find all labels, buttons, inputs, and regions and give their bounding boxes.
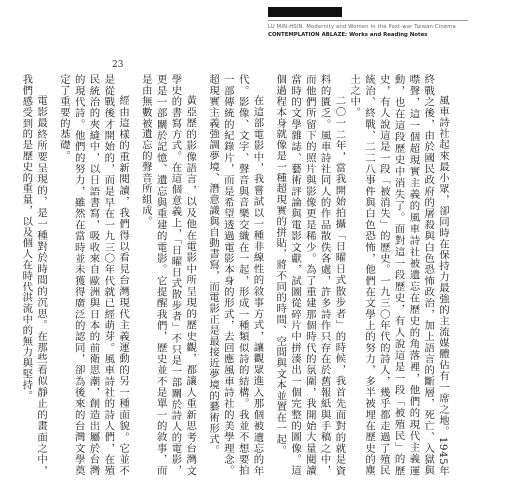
body-text: [20, 74, 450, 476]
paragraph-4: 黃亞歷的影像語言，以及他在電影中所呈現的歷史觀，都讓人重新思考台灣文學史的書寫方式。在這個意義上，「日曜日式散步者」不只是一部關於詩人的電影，更是一部關於記憶、遺忘與重建的電影。它提醒我們，歷史並不是單一的敘事，而是由無數被遺忘的聲音所組成。: [139, 74, 197, 476]
paragraph-5: 經由這樣的重新閱讀，我們得以看見台灣現代主義運動的另一種面貌。它並不是從戰後才開始的，而是早在一九三〇年代就已經萌芽。風車詩社的詩人們，在殖民統治的夾縫中，以日語書寫，吸收來自歐洲與日本的前衛思潮，創造出屬於台灣的現代詩。他們的努力，雖然在當時並未獲得廣泛的認同，卻為後來的台灣文學奠定了重要的基礎。: [57, 74, 130, 476]
paragraph-3: 在這部電影中，我嘗試以一種非線性的敘事方式，讓觀眾進入那個被遺忘的年代。影像、文字、聲音與音樂交織在一起，形成一種類似詩的結構。我並不想要拍一部傳統的紀錄片，而是希望透過電影本身的形式，去回應風車詩社的美學理念。超現實主義強調夢境、潛意識與自動書寫，而電影正是最接近夢境的藝術形式。: [207, 74, 264, 476]
paragraph-1: 風車詩社起來最小眾，卻同時在保持力最強的主流媒體佔有一席之地。1945年終戰之後，由於國民政府的屠殺與白色恐怖政治，加上語言的斷層，死亡、入獄與噤聲，這一個超現實主義的風車詩社被遺忘在歷史的角落裡，他們的現代主義運動，也在這段歷史中消失了。面對這一段歷史，有人說這是一段「被殖民」的歷史，有人說這是一段「被消失」的歷史。一九三〇年代的詩人，幾乎都走過了殖民統治、終戰、二二八事件與白色恐怖，他們在文學上的努力，多半被埋在歷史的塵土之中。: [348, 74, 449, 476]
running-subtitle: CONTEMPLATION ABLAZE: Works and Reading Notes: [268, 32, 428, 38]
page-number: 23: [112, 60, 124, 70]
paragraph-6: 電影最終所要呈現的，是一種對於時間的沉思。在那些看似靜止的畫面之中，我們感受到的是歷史的重量，以及個人在時代洪流中的無力與堅持。: [20, 74, 48, 476]
running-title: LU MIN-HSIN. Modernity and Women in the Post-war Taiwan Cinema: [268, 24, 456, 30]
paragraph-2: 二〇一二年，當我開始拍攝「日曜日式散步者」的時候，我首先面對的就是資料的匱乏。風車詩社同人的作品散佚各處，許多詩作只存在於舊報紙與手稿之中，而他們所留下的照片與影像更是稀少。為了重建那個時代的氛圍，我開始大量閱讀當時的文學雜誌、藝術評論與電影文獻，試圖從碎片中拼湊出一個完整的圖像。這個過程本身就像是一種超現實的拼貼，將不同的時間、空間與文本並置在一起。: [274, 74, 346, 476]
header-black-bar: [268, 7, 342, 17]
header-rule: [268, 20, 468, 21]
